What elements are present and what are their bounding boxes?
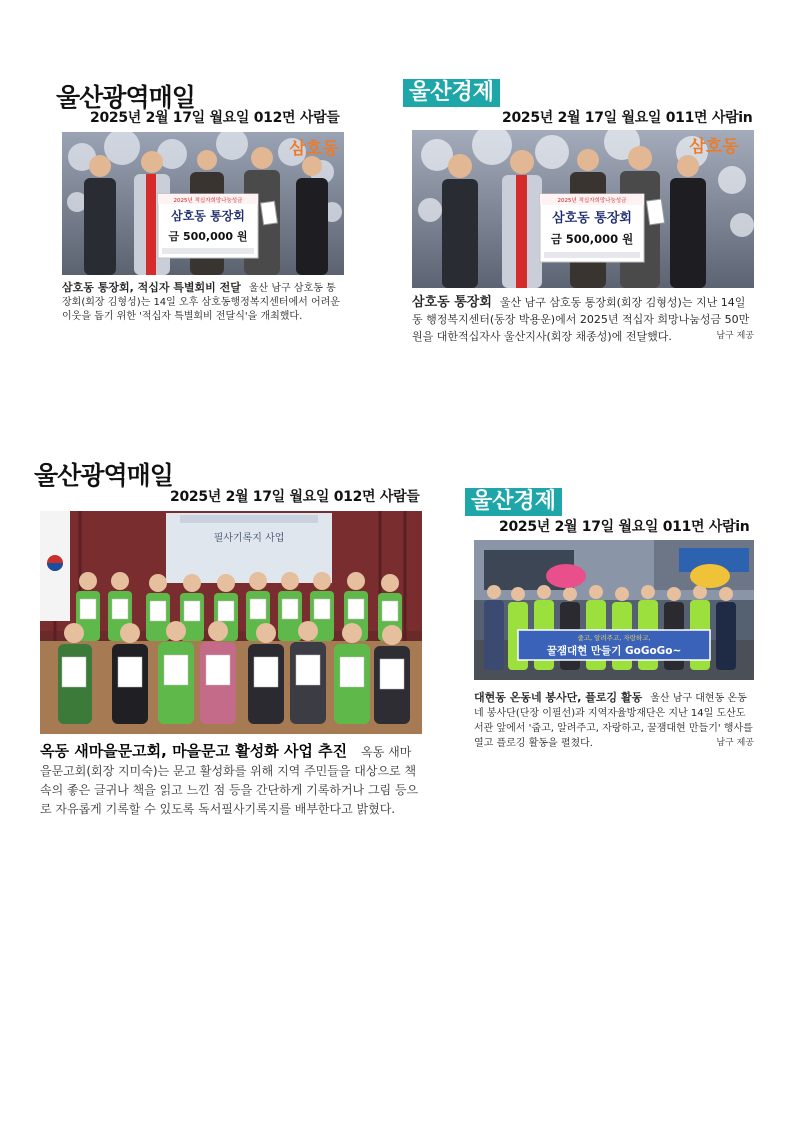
- masthead-ulsan-gwangyeok-maeil-3: 울산광역매일: [34, 461, 173, 490]
- masthead-ulsan-gyeongje-2: 울산경제: [403, 79, 500, 107]
- masthead-ulsan-gwangyeok-maeil-1: 울산광역매일: [56, 83, 195, 112]
- screen-text-3: 필사기록지 사업: [213, 533, 285, 544]
- photo-label-samho-1: 삼호동: [289, 139, 339, 159]
- caption-3: [40, 742, 422, 819]
- credit-2: 남구 제공: [716, 331, 754, 341]
- banner-small-text-4: 줍고, 알려주고, 자랑하고,: [577, 634, 651, 642]
- caption-1: [62, 281, 344, 324]
- board-amount-1: 금 500,000 원: [168, 230, 248, 243]
- board-title-1: 삼호동 통장회: [171, 209, 245, 223]
- headline-2: 삼호동 통장회: [412, 295, 492, 310]
- headline-1: 삼호동 통장회, 적십자 특별회비 전달: [62, 281, 241, 294]
- banner-text-4: 꿀잼대현 만들기 GoGoGo~: [546, 645, 682, 657]
- headline-3: 옥동 새마을문고회, 마을문고 활성화 사업 추진: [40, 742, 348, 760]
- caption-2: [412, 294, 754, 345]
- caption-4: [474, 690, 754, 751]
- body-2: 울산 남구 삼호동 통장회(회장 김형성)는 지난 14일 동 행정복지센터(동장 박용운)에서 2025년 적십자 희망나눔성금 50만원을 대한적십자사 울산지사(회장 채종성)에 전달했다.: [412, 296, 750, 343]
- photo-okdong-library-3: [40, 511, 422, 734]
- photo-samho-donation-1: [62, 132, 344, 275]
- photo-daehyeon-plogging-4: [474, 540, 754, 680]
- dateline-2: 2025년 2월 17일 월요일 011면 사람in: [502, 110, 753, 126]
- body-4: 울산 남구 대현동 온동네 봉사단(단장 이필선)과 지역자율방재단은 지난 14일 도산도서관 앞에서 '줍고, 알려주고, 자랑하고, 꿀잼대현 만들기' 행사를 열고 플로깅 활동을 펼쳤다.: [474, 693, 753, 749]
- dateline-4: 2025년 2월 17일 월요일 011면 사람in: [499, 519, 750, 535]
- dateline-1: 2025년 2월 17일 월요일 012면 사람들: [90, 110, 340, 126]
- board-top-text-1: 2025년 적십자희망나눔성금: [173, 198, 243, 204]
- photo-samho-donation-2: [412, 130, 754, 288]
- credit-4: 남구 제공: [716, 738, 754, 748]
- dateline-3: 2025년 2월 17일 월요일 012면 사람들: [170, 489, 420, 505]
- body-1: 울산 남구 삼호동 통장회(회장 김형성)는 14일 오후 삼호동행정복지센터에서 어려운 이웃을 돕기 위한 '적십자 특별회비 전달식'을 개최했다.: [62, 283, 340, 322]
- headline-4: 대현동 온동네 봉사단, 플로깅 활동: [474, 691, 643, 704]
- board-top-text-2: 2025년 적십자희망나눔성금: [557, 198, 627, 204]
- board-title-2: 삼호동 통장회: [552, 211, 632, 226]
- masthead-ulsan-gyeongje-4: 울산경제: [465, 488, 562, 516]
- body-3: 옥동 새마을문고회(회장 지미숙)는 문고 활성화를 위해 지역 주민들을 대상으로 책 속의 좋은 글귀나 책을 읽고 느낀 점 등을 간단하게 기록하거나 그림 등으로 자유롭게 기록할 수 있도록 독서필사기록지를 배부한다고 밝혔다.: [40, 745, 419, 816]
- photo-label-samho-2: 삼호동: [689, 137, 739, 157]
- board-amount-2: 금 500,000 원: [550, 232, 634, 246]
